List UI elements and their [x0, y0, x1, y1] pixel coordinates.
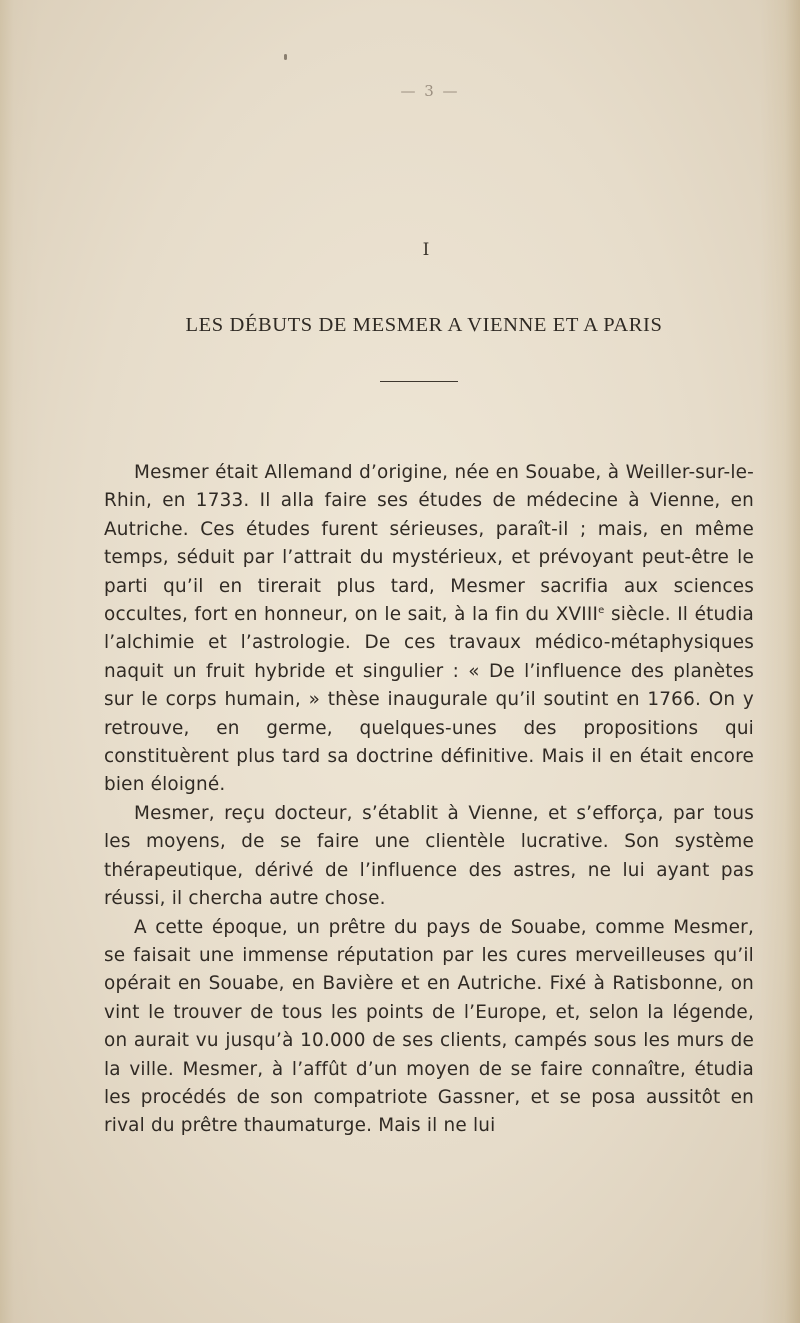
page-number: — 3 —	[400, 82, 460, 100]
title-divider	[380, 381, 458, 382]
paragraph-2: Mesmer, reçu docteur, s’établit à Vienne, et s’efforça, par tous les moyens, de se faire une clientèle lucrative. Son système thérapeutique, dérivé de l’influence des astres, ne lui ayant pas réussi, il chercha autre chose.	[104, 802, 754, 910]
paragraph-3: A cette époque, un prêtre du pays de Souabe, comme Mesmer, se faisait une immense réputation par les cures merveilleuses qu’il opérait en Souabe, en Bavière et en Autriche. Fixé à Ratisbonne, on vint le trouver de tous les points de l’Europe, et, selon la légende, on aurait vu jusqu’à 10.000 de ses clients, campés sous les murs de la ville. Mesmer, à l’affût d’un moyen de se faire connaître, étudia les procédés de son compatriote Gassner, et se posa aussitôt en rival du prêtre thaumaturge. Mais il ne lui	[104, 916, 754, 1137]
body-text	[104, 459, 754, 1141]
paragraph-1-continuation: siècle. Il étudia l’alchimie et l’astrologie. De ces travaux médico-métaphysiques naquit un fruit hybride et singulier : « De l’influence des planètes sur le corps humain, » thèse inaugurale qu’il soutint en 1766. On y retrouve, en germe, quelques-unes des propositions qui constituèrent plus tard sa doctrine définitive. Mais il en était encore bien éloigné.	[104, 604, 754, 796]
paragraph-1-text: Mesmer était Allemand d’origine, née en Souabe, à Weiller-sur-le-Rhin, en 1733. Il alla faire ses études de médecine à Vienne, en Autriche. Ces études furent sérieuses, paraît-il ; mais, en même temps, séduit par l’attrait du mystérieux, et prévoyant peut-être le parti qu’il en tirerait plus tard, Mesmer sacrifia aux sciences occultes, fort en honneur, on le sait, à la fin du XVIII	[104, 462, 754, 626]
ink-speck	[284, 54, 287, 60]
paragraph-1	[104, 459, 754, 800]
chapter-title: LES DÉBUTS DE MESMER A VIENNE ET A PARIS	[185, 314, 663, 336]
chapter-number: I	[422, 240, 430, 260]
century-superscript: e	[598, 604, 605, 616]
